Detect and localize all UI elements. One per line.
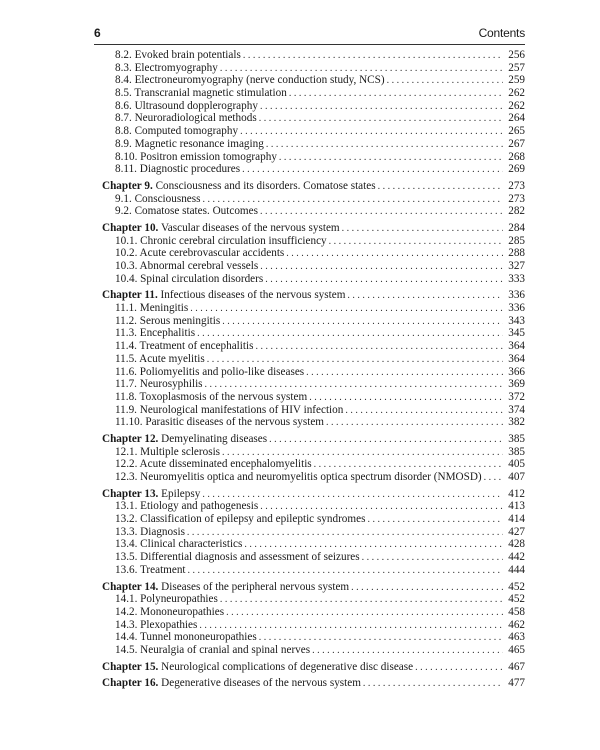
dot-leader (202, 489, 503, 501)
toc-chapter-entry[interactable] (102, 289, 525, 302)
toc-section-entry[interactable] (102, 353, 525, 366)
dot-leader (199, 620, 503, 632)
dot-leader (309, 392, 503, 404)
toc-entry-label: 14.1. Polyneuropathies (115, 593, 218, 606)
page-reference: 414 (508, 513, 525, 526)
chapter-number: Chapter 11. (102, 289, 158, 302)
toc-entry-label (102, 180, 376, 193)
toc-section-entry[interactable] (102, 100, 525, 113)
dot-leader (484, 472, 503, 484)
page-reference: 336 (508, 302, 525, 315)
dot-leader (306, 367, 503, 379)
page-reference: 477 (508, 677, 525, 690)
dot-leader (265, 274, 503, 286)
toc-entry-label: 9.1. Consciousness (115, 192, 201, 205)
page-reference: 465 (508, 643, 525, 656)
dot-leader (202, 194, 503, 206)
toc-entry-label: 12.3. Neuromyelitis optica and neuromyelitis optica spectrum disorder (NMOSD) (115, 471, 482, 483)
toc-entry-label (102, 581, 349, 594)
toc-entry-label: 9.2. Comatose states. Outcomes (115, 205, 258, 218)
toc-section-entry[interactable] (102, 526, 525, 539)
dot-leader (279, 152, 503, 164)
toc-entry-label: 8.6. Ultrasound dopplerography (115, 99, 258, 112)
dot-leader (220, 63, 503, 75)
toc-entry-label: 12.1. Multiple sclerosis (115, 445, 221, 458)
toc-section-entry[interactable] (102, 125, 525, 138)
page-reference: 452 (508, 580, 525, 593)
dot-leader (351, 582, 503, 594)
dot-leader (226, 607, 503, 619)
toc-section-entry[interactable] (102, 593, 525, 606)
dot-leader (329, 236, 503, 248)
toc-section-entry[interactable] (102, 446, 525, 459)
page-reference: 369 (508, 378, 525, 391)
toc-entry-label: 13.2. Classification of epilepsy and epileptic syndromes (115, 513, 366, 526)
chapter-title: Infectious diseases of the nervous system (160, 289, 346, 302)
toc-entry-label: 8.9. Magnetic resonance imaging (115, 137, 264, 150)
toc-section-entry[interactable] (102, 340, 525, 353)
page-reference: 428 (508, 538, 525, 551)
chapter-number: Chapter 10. (102, 221, 159, 234)
page-reference: 364 (508, 340, 525, 353)
page-reference: 407 (508, 471, 525, 483)
page-reference: 458 (508, 605, 525, 618)
toc-section-entry[interactable] (102, 138, 525, 151)
dot-leader (260, 261, 503, 273)
table-of-contents (102, 49, 525, 690)
chapter-title: Diseases of the peripheral nervous system (161, 580, 350, 593)
dot-leader (220, 594, 503, 606)
toc-section-entry[interactable] (102, 416, 525, 429)
page-reference: 366 (508, 365, 525, 378)
toc-section-entry[interactable] (102, 74, 525, 87)
toc-entry-label: 8.5. Transcranial magnetic stimulation (115, 87, 287, 100)
toc-section-entry[interactable] (102, 151, 525, 164)
dot-leader (255, 341, 503, 353)
toc-entry-label: 14.3. Plexopathies (115, 618, 198, 631)
toc-entry-label (102, 289, 345, 302)
toc-section-entry[interactable] (102, 205, 525, 218)
page-reference: 343 (508, 314, 525, 327)
page-reference: 273 (508, 192, 525, 205)
toc-entry-label: 13.5. Differential diagnosis and assessment of seizures (115, 551, 360, 564)
dot-leader (269, 434, 503, 446)
page-reference: 412 (508, 487, 525, 500)
toc-entry-label: 11.4. Treatment of encephalitis (115, 340, 254, 353)
page-reference: 385 (508, 445, 525, 458)
page-reference: 333 (508, 272, 525, 285)
toc-entry-label: 14.4. Tunnel mononeuropathies (115, 631, 257, 644)
toc-section-entry[interactable] (102, 112, 525, 125)
toc-section-entry[interactable] (102, 302, 525, 315)
page-reference: 427 (508, 525, 525, 538)
toc-entry-label (102, 677, 361, 690)
dot-leader (205, 379, 503, 391)
page-reference: 374 (508, 403, 525, 416)
toc-chapter-entry[interactable] (102, 581, 525, 594)
toc-entry-label: 8.4. Electroneuromyography (nerve conduction study, NCS) (115, 74, 385, 87)
toc-entry-label: 14.5. Neuralgia of cranial and spinal nerves (115, 643, 311, 656)
dot-leader (289, 88, 503, 100)
toc-entry-label (102, 488, 200, 501)
page-reference: 262 (508, 99, 525, 112)
toc-entry-label: 11.6. Poliomyelitis and polio-like diseases (115, 365, 305, 378)
toc-entry-label: 8.11. Diagnostic procedures (115, 163, 241, 176)
toc-section-entry[interactable] (102, 193, 525, 206)
toc-section-entry[interactable] (102, 644, 525, 657)
dot-leader (363, 678, 503, 690)
toc-section-entry[interactable] (102, 619, 525, 632)
toc-entry-label: 11.1. Meningitis (115, 302, 189, 315)
toc-entry-label: 11.10. Parasitic diseases of the nervous system (115, 416, 325, 429)
toc-section-entry[interactable] (102, 49, 525, 62)
dot-leader (243, 50, 503, 62)
dot-leader (242, 164, 503, 176)
toc-section-entry[interactable] (102, 513, 525, 526)
toc-section-entry[interactable] (102, 471, 525, 484)
page-reference: 405 (508, 458, 525, 471)
toc-section-entry[interactable] (102, 87, 525, 100)
dot-leader (367, 514, 503, 526)
chapter-title: Consciousness and its disorders. Comatose states (155, 179, 376, 192)
page-reference: 285 (508, 234, 525, 247)
dot-leader (415, 662, 503, 674)
toc-chapter-entry[interactable] (102, 661, 525, 674)
page-reference: 444 (508, 563, 525, 576)
dot-leader (207, 354, 503, 366)
page-reference: 257 (508, 61, 525, 74)
page-reference: 284 (508, 221, 525, 234)
dot-leader (347, 290, 503, 302)
toc-section-entry[interactable] (102, 378, 525, 391)
toc-entry-label: 8.2. Evoked brain potentials (115, 49, 241, 61)
toc-section-entry[interactable] (102, 260, 525, 273)
chapter-number: Chapter 14. (102, 580, 159, 593)
toc-section-entry[interactable] (102, 538, 525, 551)
dot-leader (240, 126, 503, 138)
toc-section-entry[interactable] (102, 327, 525, 340)
dot-leader (260, 501, 503, 513)
page-reference: 372 (508, 390, 525, 403)
dot-leader (259, 113, 503, 125)
page-reference: 364 (508, 352, 525, 365)
page-reference: 282 (508, 205, 525, 218)
toc-chapter-entry[interactable] (102, 488, 525, 501)
page-reference: 264 (508, 112, 525, 125)
toc-chapter-entry[interactable] (102, 433, 525, 446)
toc-section-entry[interactable] (102, 62, 525, 75)
page-reference: 259 (508, 74, 525, 87)
toc-section-entry[interactable] (102, 458, 525, 471)
dot-leader (188, 565, 503, 577)
toc-entry-label: 11.3. Encephalitis (115, 327, 196, 340)
dot-leader (314, 459, 503, 471)
dot-leader (222, 316, 503, 328)
chapter-number: Chapter 13. (102, 487, 159, 500)
page-reference: 288 (508, 247, 525, 260)
chapter-title: Epilepsy (161, 487, 201, 500)
toc-section-entry[interactable] (102, 163, 525, 176)
page-reference: 463 (508, 631, 525, 644)
dot-leader (197, 328, 503, 340)
toc-entry-label: 8.10. Positron emission tomography (115, 150, 277, 163)
page-reference: 265 (508, 125, 525, 138)
dot-leader (190, 303, 503, 315)
dot-leader (266, 139, 503, 151)
toc-entry-label (102, 661, 413, 674)
toc-entry-label: 11.8. Toxoplasmosis of the nervous system (115, 390, 308, 403)
dot-leader (362, 552, 503, 564)
running-title: Contents (478, 26, 525, 40)
page-reference: 273 (508, 179, 525, 192)
chapter-title: Vascular diseases of the nervous system (160, 221, 340, 234)
toc-entry-label: 10.3. Abnormal cerebral vessels (115, 260, 259, 272)
chapter-title: Degenerative diseases of the nervous system (161, 677, 361, 690)
toc-chapter-entry[interactable] (102, 222, 525, 235)
toc-section-entry[interactable] (102, 500, 525, 513)
toc-entry-label: 13.6. Treatment (115, 563, 186, 576)
dot-leader (259, 632, 503, 644)
toc-entry-label: 8.8. Computed tomography (115, 125, 239, 138)
toc-entry-label: 10.1. Chronic cerebral circulation insufficiency (115, 234, 327, 247)
page-reference: 267 (508, 137, 525, 150)
toc-section-entry[interactable] (102, 551, 525, 564)
page-reference: 262 (508, 87, 525, 100)
dot-leader (342, 223, 503, 235)
page-reference: 256 (508, 49, 525, 61)
toc-entry-label: 10.4. Spinal circulation disorders (115, 272, 264, 285)
page-reference: 345 (508, 327, 525, 340)
dot-leader (345, 405, 503, 417)
page-reference: 269 (508, 163, 525, 176)
page-reference: 268 (508, 150, 525, 163)
page-reference: 327 (508, 260, 525, 272)
toc-section-entry[interactable] (102, 247, 525, 260)
chapter-number: Chapter 16. (102, 677, 159, 690)
toc-section-entry[interactable] (102, 391, 525, 404)
toc-entry-label: 11.2. Serous meningitis (115, 314, 221, 327)
chapter-title: Neurological complications of degenerative disc disease (161, 660, 414, 673)
toc-section-entry[interactable] (102, 404, 525, 417)
chapter-number: Chapter 15. (102, 660, 159, 673)
page-reference: 382 (508, 416, 525, 429)
chapter-number: Chapter 9. (102, 179, 153, 192)
page-reference: 385 (508, 432, 525, 445)
toc-chapter-entry[interactable] (102, 180, 525, 193)
toc-entry-label: 14.2. Mononeuropathies (115, 605, 225, 618)
page-header (94, 26, 525, 45)
dot-leader (312, 645, 503, 657)
toc-section-entry[interactable] (102, 564, 525, 577)
toc-chapter-entry[interactable] (102, 677, 525, 690)
page-reference: 462 (508, 618, 525, 631)
toc-entry-label: 13.4. Clinical characteristics (115, 538, 243, 551)
page-reference: 413 (508, 500, 525, 513)
dot-leader (326, 417, 503, 429)
page-reference: 336 (508, 289, 525, 302)
dot-leader (286, 248, 503, 260)
toc-entry-label: 13.1. Etiology and pathogenesis (115, 500, 259, 513)
dot-leader (260, 101, 503, 113)
page-reference: 452 (508, 593, 525, 606)
toc-entry-label: 8.3. Electromyography (115, 61, 218, 74)
toc-section-entry[interactable] (102, 235, 525, 248)
chapter-title: Demyelinating diseases (161, 432, 268, 445)
dot-leader (387, 75, 503, 87)
toc-section-entry[interactable] (102, 631, 525, 644)
toc-entry-label: 11.5. Acute myelitis (115, 352, 205, 365)
page-reference: 442 (508, 551, 525, 564)
dot-leader (244, 539, 503, 551)
dot-leader (187, 527, 503, 539)
dot-leader (378, 181, 503, 193)
toc-entry-label: 10.2. Acute cerebrovascular accidents (115, 247, 285, 260)
page-reference: 467 (508, 660, 525, 673)
page-number: 6 (94, 26, 101, 40)
toc-entry-label: 12.2. Acute disseminated encephalomyelitis (115, 458, 312, 471)
toc-entry-label: 11.9. Neurological manifestations of HIV infection (115, 403, 344, 416)
dot-leader (222, 447, 503, 459)
toc-entry-label: 13.3. Diagnosis (115, 525, 185, 538)
toc-section-entry[interactable] (102, 366, 525, 379)
toc-section-entry[interactable] (102, 606, 525, 619)
dot-leader (260, 206, 503, 218)
toc-section-entry[interactable] (102, 315, 525, 328)
toc-entry-label (102, 433, 267, 446)
toc-entry-label: 11.7. Neurosyphilis (115, 378, 203, 391)
chapter-number: Chapter 12. (102, 432, 159, 445)
toc-entry-label: 8.7. Neuroradiological methods (115, 112, 257, 125)
toc-entry-label (102, 222, 340, 235)
toc-section-entry[interactable] (102, 273, 525, 286)
